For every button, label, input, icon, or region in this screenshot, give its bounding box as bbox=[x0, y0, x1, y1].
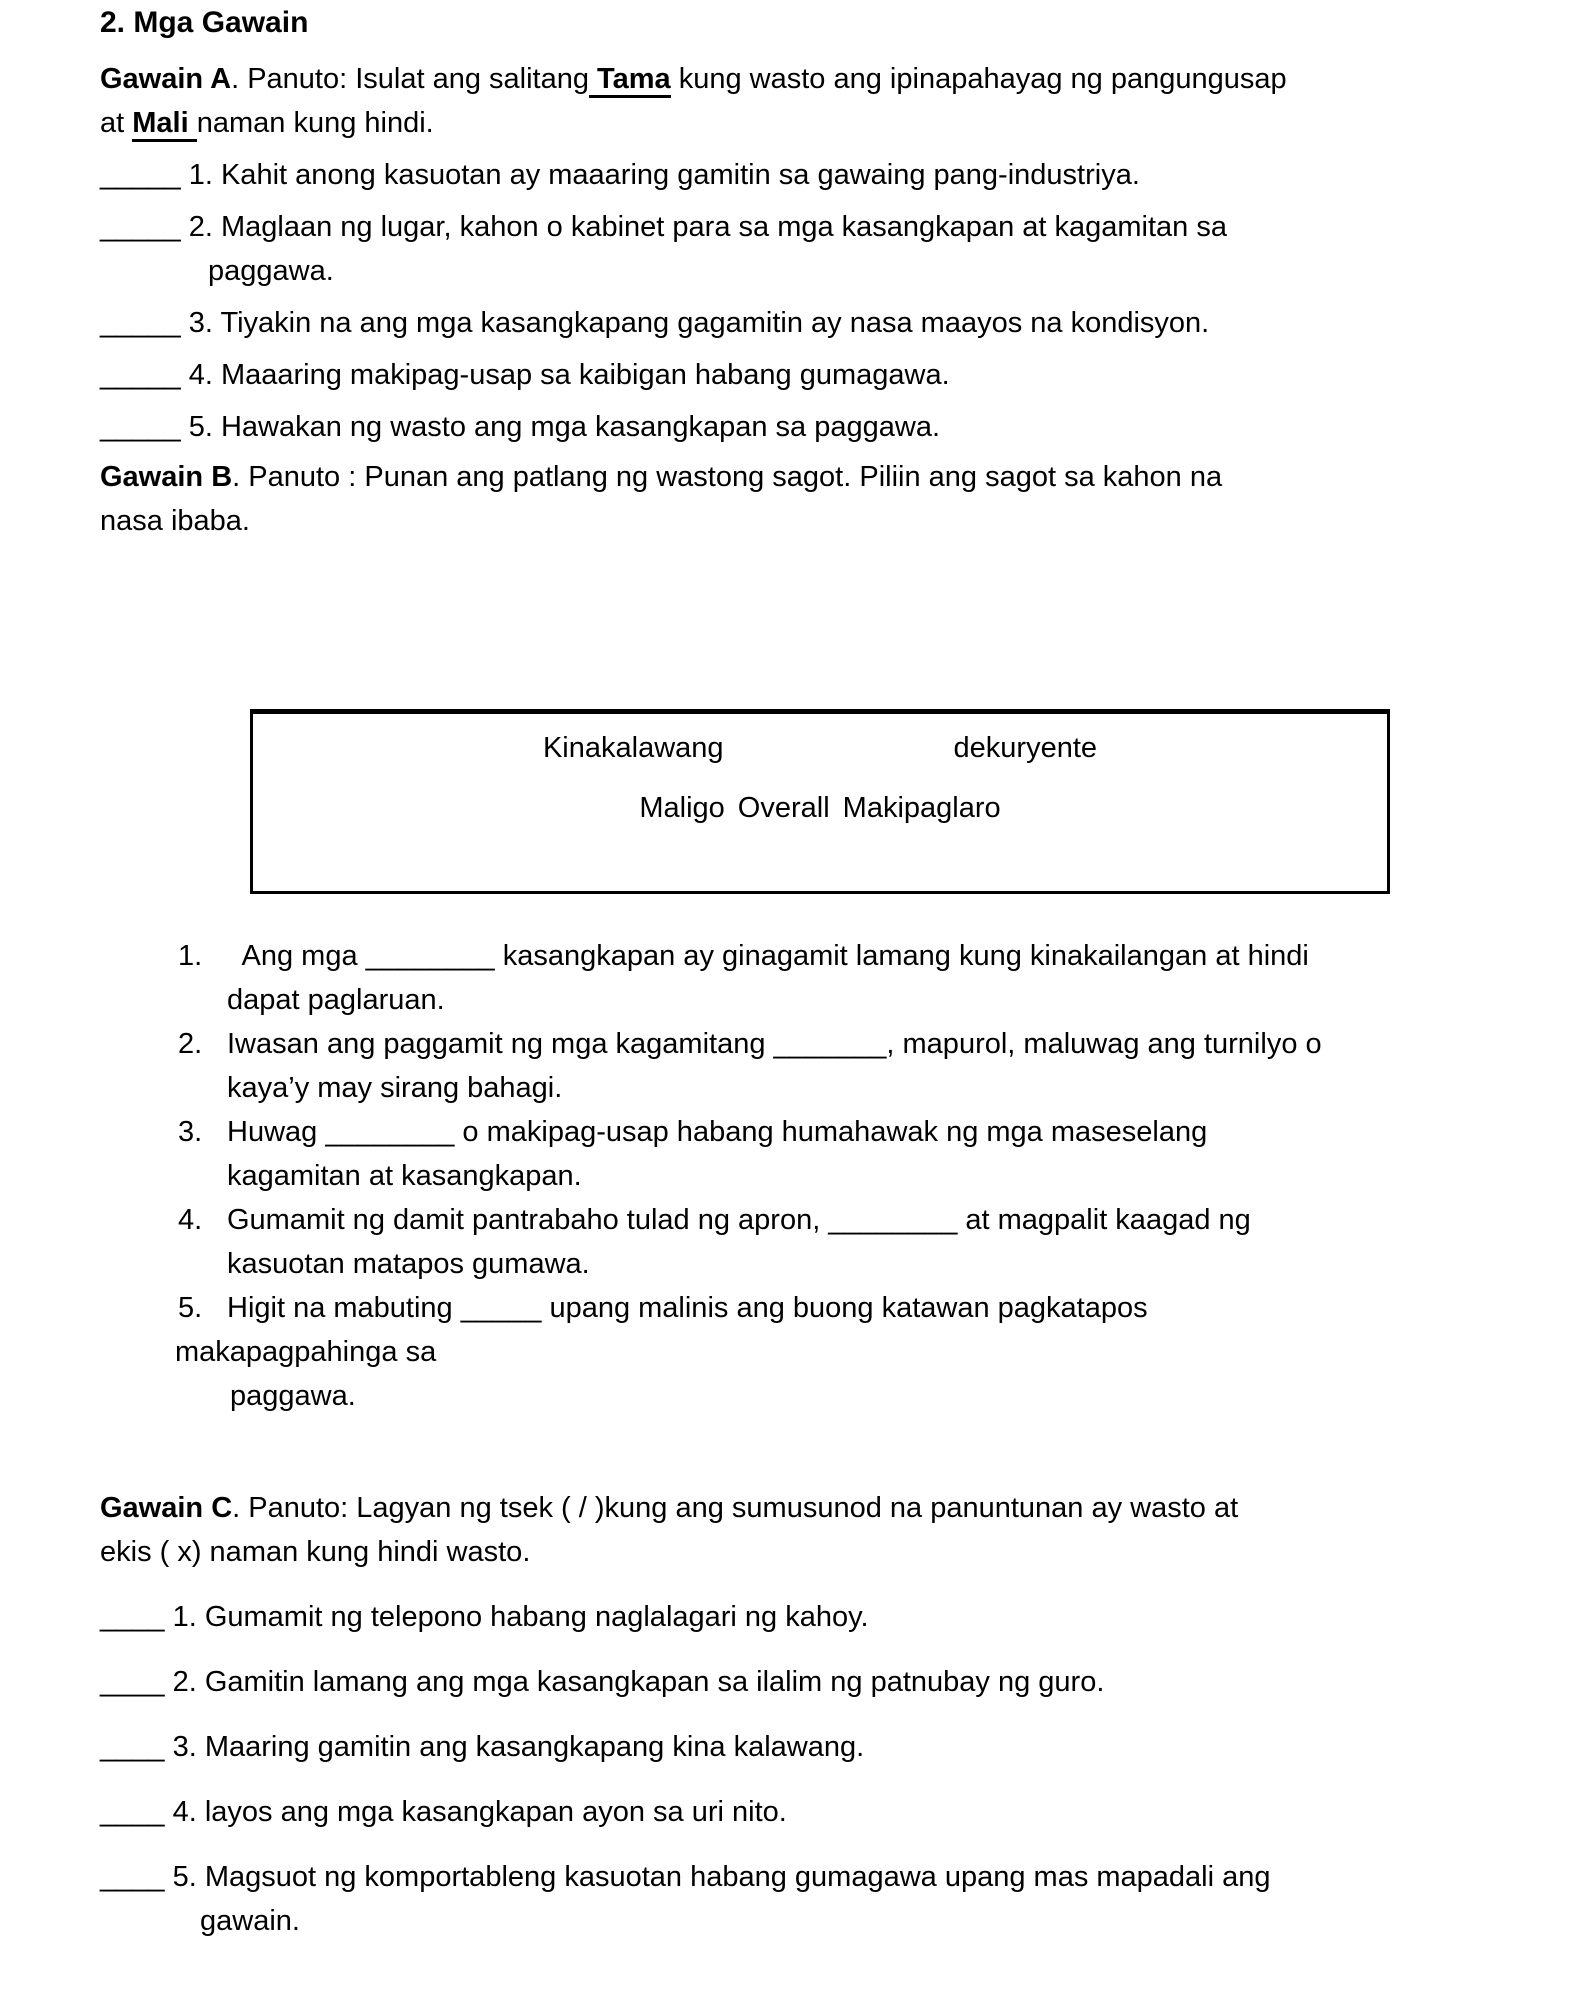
answer-blank[interactable]: ____ bbox=[100, 1861, 165, 1893]
gawain-c-item-5-continuation: gawain. bbox=[200, 1905, 300, 1937]
gawain-c-item-1 bbox=[100, 1595, 1483, 1639]
item-text: Kahit anong kasuotan ay maaaring gamitin sa gawaing pang-industriya. bbox=[220, 159, 1140, 191]
gawain-c-header bbox=[100, 1486, 1483, 1574]
answer-blank[interactable]: ____ bbox=[100, 1796, 165, 1828]
choices-row-1 bbox=[253, 730, 1387, 766]
answer-blank[interactable]: _____ bbox=[100, 307, 181, 339]
gawain-b-list bbox=[175, 934, 1483, 1418]
gawain-a-item-1 bbox=[100, 153, 1483, 197]
item-text-continuation: kaya’y may sirang bahagi. bbox=[227, 1072, 563, 1104]
item-text: Magsuot ng komportableng kasuotan habang gumagawa upang mas mapadali ang bbox=[204, 1861, 1271, 1893]
choices-row-2 bbox=[253, 790, 1387, 826]
item-text: Iwasan ang paggamit ng mga kagamitang _______, mapurol, maluwag ang turnilyo o bbox=[227, 1028, 1322, 1060]
choice-makipaglaro: Makipaglaro bbox=[842, 792, 1001, 824]
gawain-b-item-5 bbox=[175, 1286, 1483, 1418]
gawain-c-item-5 bbox=[100, 1855, 1483, 1899]
item-number: 1. bbox=[172, 1601, 197, 1633]
answer-choices-box bbox=[250, 709, 1390, 894]
item-number: 3. bbox=[172, 1731, 197, 1763]
gawain-c-item-4 bbox=[100, 1790, 1483, 1834]
gawain-a-item-3 bbox=[100, 301, 1483, 345]
choice-overall: Overall bbox=[737, 792, 830, 824]
item-text: layos ang mga kasangkapan ayon sa uri nito. bbox=[204, 1796, 787, 1828]
gawain-a-item-2 bbox=[100, 205, 1483, 249]
gawain-a-label: Gawain A bbox=[100, 63, 232, 95]
item-number: 4. bbox=[178, 1204, 203, 1236]
item-text: Ang mga ________ kasangkapan ay ginagamit lamang kung kinakailangan at hindi bbox=[227, 940, 1309, 972]
gawain-b-intro-1: . Panuto : Punan ang patlang ng wastong sagot. Piliin ang sagot sa kahon na bbox=[232, 461, 1223, 493]
item-text: Huwag ________ o makipag-usap habang humahawak ng mga maseselang bbox=[227, 1116, 1208, 1148]
gawain-b-item-3 bbox=[178, 1110, 1483, 1198]
mali-keyword: Mali bbox=[132, 107, 196, 142]
gawain-b-item-2 bbox=[178, 1022, 1483, 1110]
gawain-c-item-3 bbox=[100, 1725, 1483, 1769]
gawain-b-item-4 bbox=[178, 1198, 1483, 1286]
choice-maligo: Maligo bbox=[639, 792, 725, 824]
item-number: 5. bbox=[178, 1292, 203, 1324]
item-text: Gamitin lamang ang mga kasangkapan sa ilalim ng patnubay ng guro. bbox=[204, 1666, 1105, 1698]
page-title: 2. Mga Gawain bbox=[100, 6, 309, 39]
gawain-b-intro-2: nasa ibaba. bbox=[100, 505, 250, 537]
item-number: 2. bbox=[188, 211, 213, 243]
gawain-c-intro-1: . Panuto: Lagyan ng tsek ( / )kung ang sumusunod na panuntunan ay wasto at bbox=[232, 1492, 1239, 1524]
item-number: 5. bbox=[188, 411, 213, 443]
item-text: Maaring gamitin ang kasangkapang kina kalawang. bbox=[204, 1731, 865, 1763]
item-text: Hawakan ng wasto ang mga kasangkapan sa paggawa. bbox=[220, 411, 941, 443]
item-number: 3. bbox=[178, 1116, 203, 1148]
item-text-continuation: kasuotan matapos gumawa. bbox=[227, 1248, 590, 1280]
item-text-continuation-2: paggawa. bbox=[230, 1380, 356, 1412]
item-text: Tiyakin na ang mga kasangkapang gagamitin ay nasa maayos na kondisyon. bbox=[220, 307, 1210, 339]
item-text-continuation: kagamitan at kasangkapan. bbox=[227, 1160, 582, 1192]
item-text: Maglaan ng lugar, kahon o kabinet para sa mga kasangkapan at kagamitan sa bbox=[220, 211, 1227, 243]
tama-keyword: Tama bbox=[589, 63, 671, 98]
item-text-continuation: dapat paglaruan. bbox=[227, 984, 445, 1016]
item-number: 4. bbox=[188, 359, 213, 391]
answer-blank[interactable]: ____ bbox=[100, 1666, 165, 1698]
gawain-a-intro-2: kung wasto ang ipinapahayag ng pangungusap bbox=[670, 63, 1287, 95]
item-number: 5. bbox=[172, 1861, 197, 1893]
item-number: 3. bbox=[188, 307, 213, 339]
answer-blank[interactable]: ____ bbox=[100, 1601, 165, 1633]
gawain-a-item-2-continuation: paggawa. bbox=[208, 255, 334, 287]
item-number: 1. bbox=[188, 159, 213, 191]
gawain-c-item-2 bbox=[100, 1660, 1483, 1704]
item-number: 2. bbox=[178, 1028, 203, 1060]
item-number: 4. bbox=[172, 1796, 197, 1828]
item-number: 2. bbox=[172, 1666, 197, 1698]
choice-kinakalawang: Kinakalawang bbox=[542, 732, 724, 764]
item-text: Higit na mabuting _____ upang malinis ang buong katawan pagkatapos bbox=[227, 1292, 1148, 1324]
gawain-a-intro-1: . Panuto: Isulat ang salitang bbox=[231, 63, 589, 95]
item-text: Maaaring makipag-usap sa kaibigan habang gumagawa. bbox=[220, 359, 950, 391]
gawain-b-label: Gawain B bbox=[100, 461, 233, 493]
choice-dekuryente: dekuryente bbox=[953, 732, 1098, 764]
item-text: Gumamit ng telepono habang naglalagari ng kahoy. bbox=[204, 1601, 869, 1633]
item-text-continuation: makapagpahinga sa bbox=[175, 1336, 437, 1368]
gawain-c-label: Gawain C bbox=[100, 1492, 233, 1524]
gawain-b-header bbox=[100, 455, 1483, 543]
gawain-a-item-5 bbox=[100, 405, 1483, 449]
answer-blank[interactable]: _____ bbox=[100, 211, 181, 243]
item-text: Gumamit ng damit pantrabaho tulad ng apron, ________ at magpalit kaagad ng bbox=[227, 1204, 1251, 1236]
gawain-a-intro-3: at bbox=[100, 107, 133, 139]
item-number: 1. bbox=[178, 940, 203, 972]
gawain-b-item-1 bbox=[178, 934, 1483, 1022]
answer-blank[interactable]: _____ bbox=[100, 159, 181, 191]
gawain-c-intro-2: ekis ( x) naman kung hindi wasto. bbox=[100, 1536, 531, 1568]
answer-blank[interactable]: _____ bbox=[100, 411, 181, 443]
gawain-a-header bbox=[100, 57, 1483, 145]
answer-blank[interactable]: _____ bbox=[100, 359, 181, 391]
gawain-a-item-4 bbox=[100, 353, 1483, 397]
answer-blank[interactable]: ____ bbox=[100, 1731, 165, 1763]
gawain-a-intro-4: naman kung hindi. bbox=[196, 107, 434, 139]
